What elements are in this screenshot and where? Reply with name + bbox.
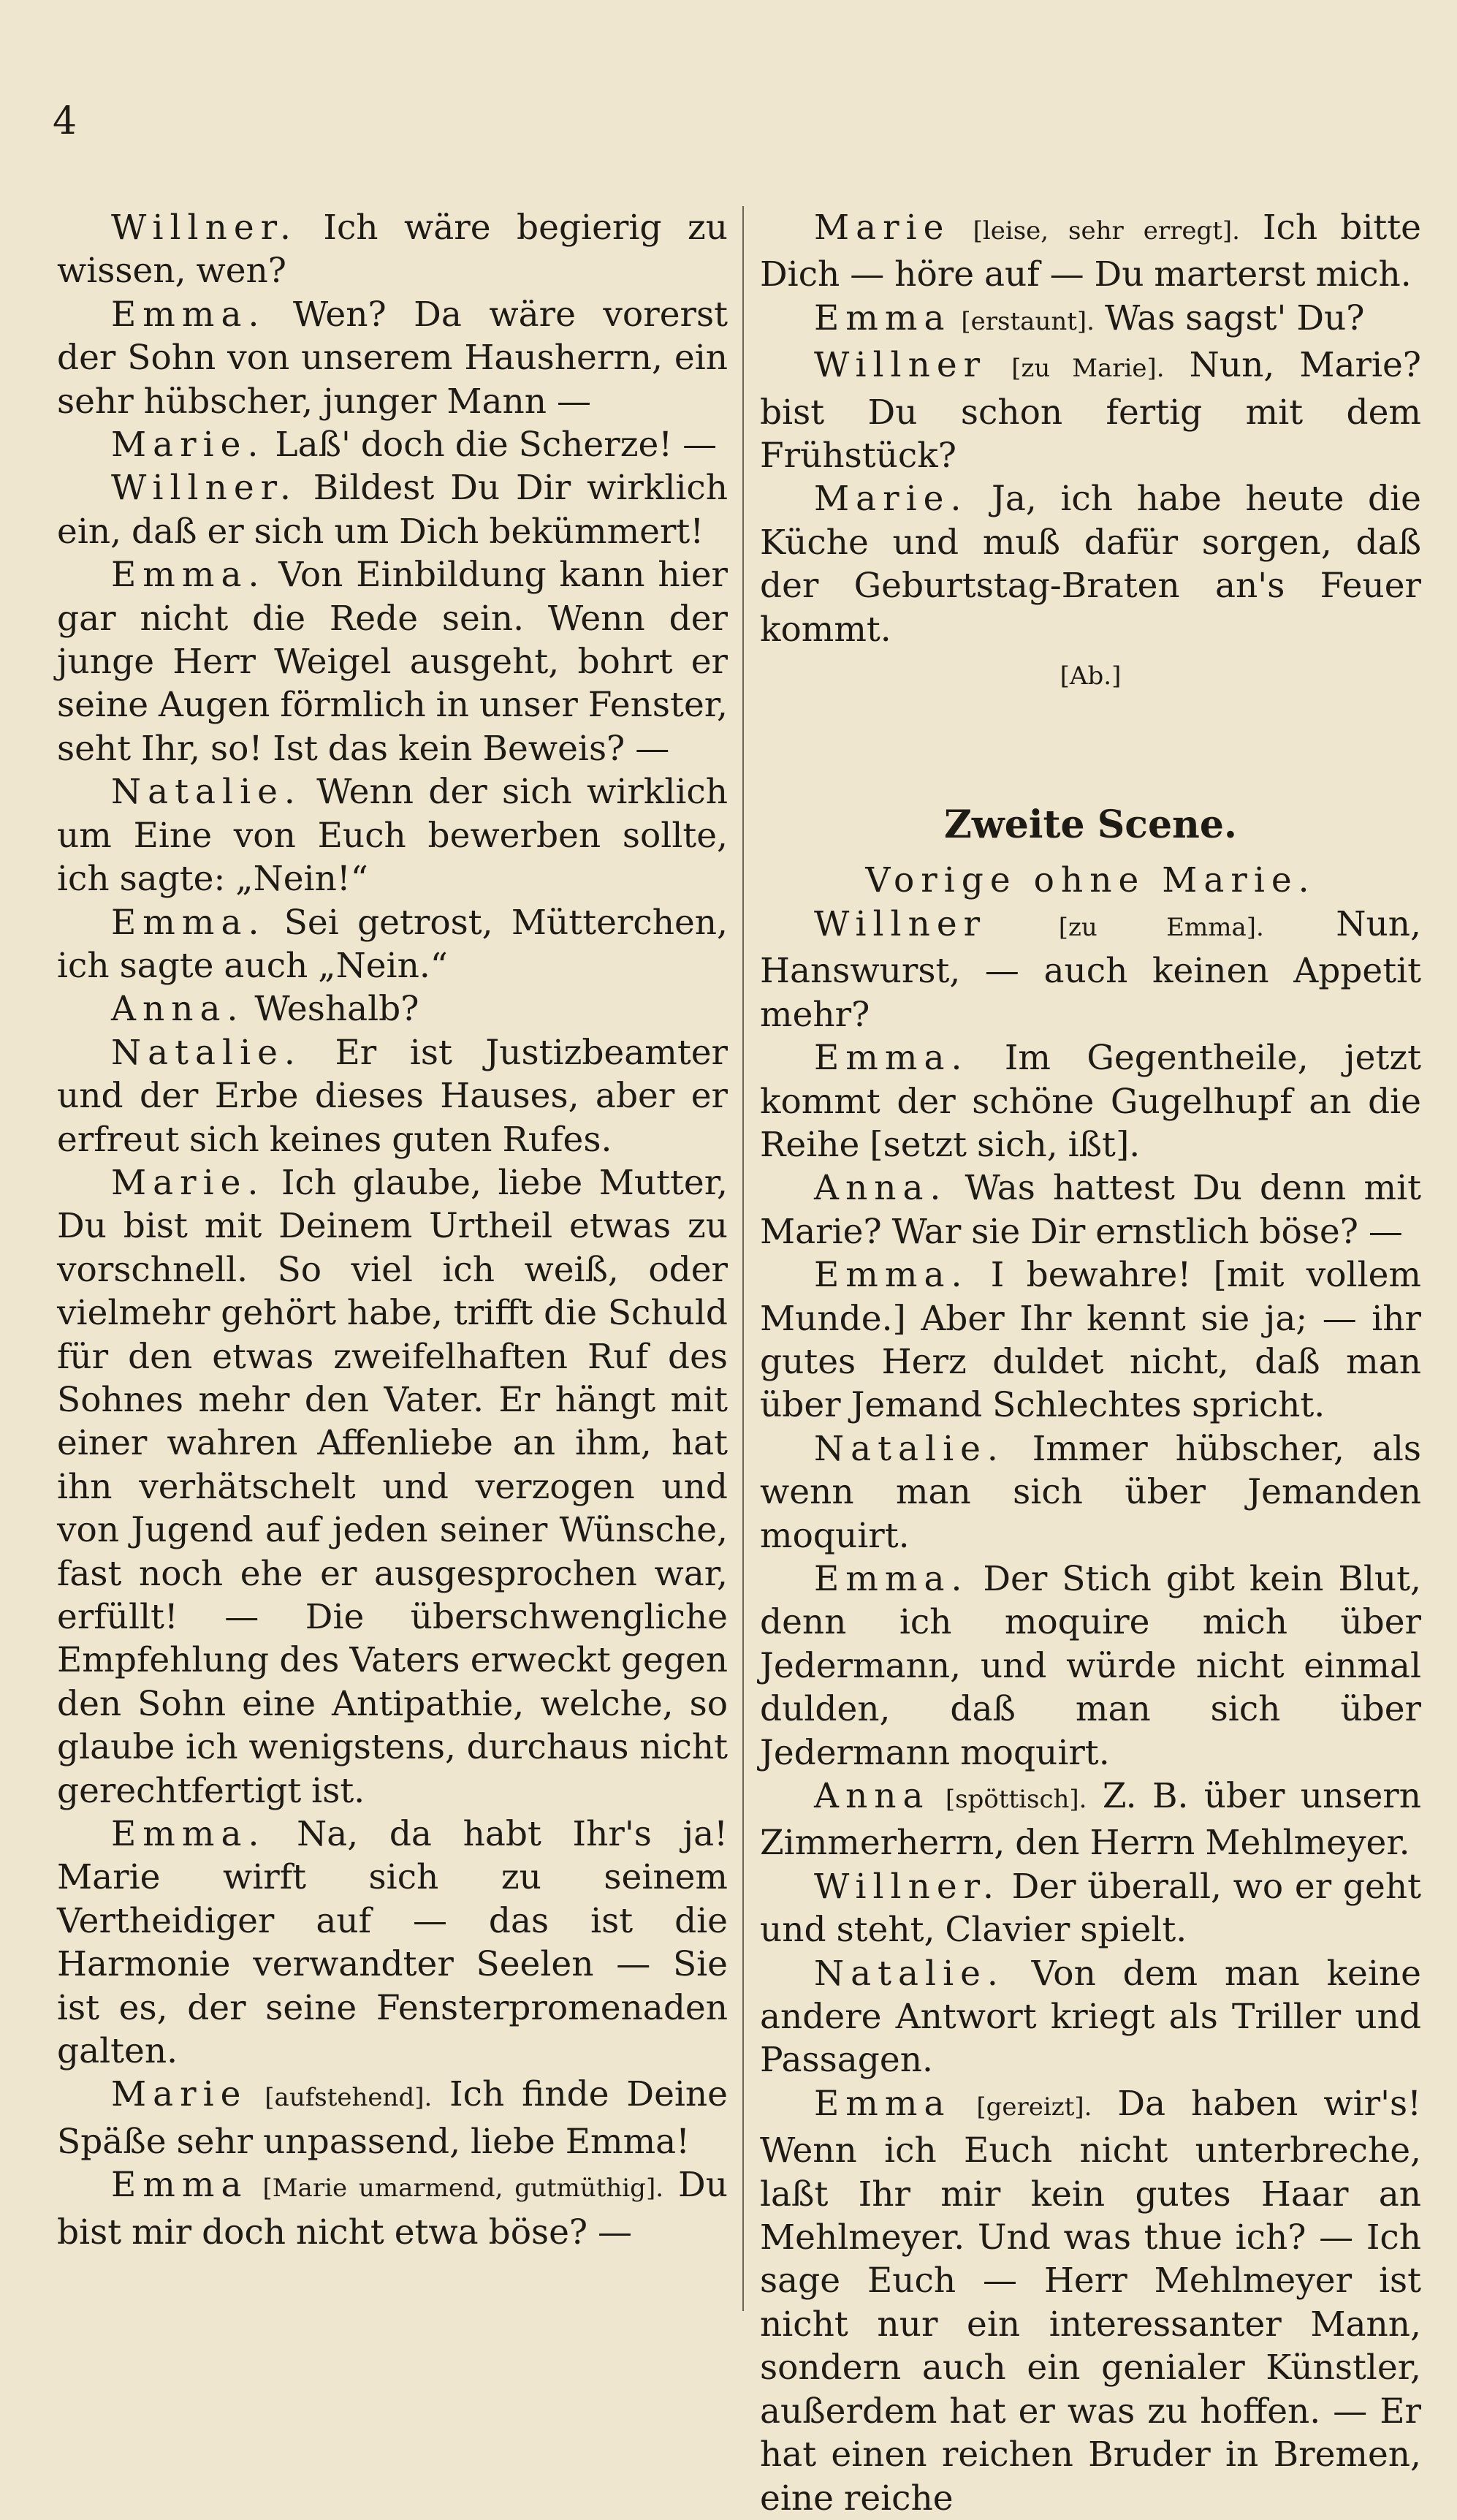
dialogue-line <box>760 1253 1421 1427</box>
stage-direction: [aufstehend]. <box>265 2083 433 2113</box>
speaker-name: Emma. <box>111 1814 266 1855</box>
line-text: Z. B. über unsern Zimmerherrn, den Herrn Mehlmeyer. <box>760 1776 1421 1864</box>
speaker-name: Willner. <box>111 468 297 509</box>
line-text: Was sagst' Du? <box>1104 297 1365 338</box>
speaker-name: Willner. <box>111 208 297 248</box>
line-text: Wen? Da wäre vorerst der Sohn von unserem Hausherrn, ein sehr hübscher, junger Mann — <box>57 294 728 422</box>
dialogue-line <box>760 206 1421 297</box>
dialogue-line <box>57 901 728 988</box>
dialogue-line <box>760 1036 1421 1166</box>
speaker-name: Emma <box>814 2083 951 2124</box>
line-text: Bildest Du Dir wirklich ein, daß er sich um Dich bekümmert! <box>57 468 728 552</box>
stage-direction: [spöttisch]. <box>945 1785 1087 1814</box>
line-text: Sei getrost, Mütterchen, ich sagte auch „Nein.“ <box>57 902 728 986</box>
exit-direction-text: [Ab.] <box>1060 661 1122 691</box>
speaker-name: Anna <box>814 1776 930 1816</box>
stage-direction: [leise, sehr erregt]. <box>973 216 1240 246</box>
speaker-name: Marie. <box>111 1162 265 1203</box>
dialogue-line <box>57 206 728 293</box>
line-text: Na, da habt Ihr's ja! Marie wirft sich zu seinem Vertheidiger auf — das ist die Harmonie verwandter Seelen — Sie ist es, der seine Fensterpromenaden galten. <box>57 1814 728 2072</box>
dialogue-line <box>57 987 728 1031</box>
speaker-name: Emma <box>111 2165 248 2206</box>
scene-title: Zweite Scene. <box>943 802 1238 848</box>
dialogue-line <box>57 2163 728 2254</box>
stage-direction: [erstaunt]. <box>961 306 1095 336</box>
stage-direction: [zu Marie]. <box>1011 354 1165 384</box>
dialogue-line <box>760 297 1421 344</box>
speaker-name: Anna. <box>111 989 245 1030</box>
line-text: Ich wäre begierig zu wissen, wen? <box>57 208 728 292</box>
dialogue-line <box>57 1813 728 2073</box>
speaker-name: Willner <box>814 345 987 386</box>
line-text: Laß' doch die Scherze! — <box>275 425 718 466</box>
line-text: Nun, Hanswurst, — auch keinen Appetit mehr? <box>760 903 1421 1035</box>
speaker-name: Natalie. <box>111 772 302 813</box>
left-column <box>57 206 728 2254</box>
speaker-name: Marie <box>111 2074 248 2115</box>
column-divider <box>742 206 744 2311</box>
speaker-name: Emma. <box>111 555 266 596</box>
line-text: Da haben wir's! Wenn ich Euch nicht unterbreche, laßt Ihr mir kein gutes Haar an Mehlmeyer. Und was thue ich? — Ich sage Euch — Herr Mehlmeyer ist nicht nur ein interessanter Mann, sondern auch ein genialer Künstler, außerdem hat er was zu hoffen. — Er hat einen reichen Bruder in Bremen, eine reiche <box>760 2083 1421 2519</box>
dialogue-line <box>760 344 1421 477</box>
speaker-name: Marie. <box>111 425 265 466</box>
speaker-name: Emma. <box>814 1255 969 1296</box>
dialogue-line <box>57 770 728 900</box>
line-text: Immer hübscher, als wenn man sich über Jemanden moquirt. <box>760 1428 1421 1556</box>
line-text: Der überall, wo er geht und steht, Clavier spielt. <box>760 1866 1421 1951</box>
stage-direction: [zu Emma]. <box>1058 912 1264 942</box>
dialogue-line <box>57 1161 728 1813</box>
line-text: Weshalb? <box>254 989 419 1030</box>
scene-cast: Vorige ohne Marie. <box>865 860 1316 901</box>
page-number: 4 <box>53 99 77 143</box>
speaker-name: Marie. <box>814 479 968 520</box>
dialogue-line <box>57 293 728 423</box>
dialogue-line <box>760 477 1421 651</box>
dialogue-line <box>57 2073 728 2163</box>
dialogue-line <box>760 903 1421 1036</box>
speaker-name: Natalie. <box>111 1032 302 1073</box>
dialogue-line <box>57 553 728 770</box>
speaker-name: Emma. <box>814 1558 969 1599</box>
line-text: I bewahre! [mit vollem Munde.] Aber Ihr kennt sie ja; — ihr gutes Herz duldet nicht, daß man über Jemand Schlechtes spricht. <box>760 1255 1421 1426</box>
line-text: Er ist Justizbeamter und der Erbe dieses Hauses, aber er erfreut sich keines guten Rufes. <box>57 1032 728 1160</box>
dialogue-line <box>57 1031 728 1161</box>
stage-direction: [gereizt]. <box>976 2092 1092 2122</box>
dialogue-line <box>760 2082 1421 2520</box>
speaker-name: Natalie. <box>814 1428 1005 1469</box>
speaker-name: Anna. <box>814 1168 948 1209</box>
speaker-name: Marie <box>814 208 951 248</box>
dialogue-line <box>760 1775 1421 1865</box>
line-text: Nun, Marie? bist Du schon fertig mit dem Frühstück? <box>760 345 1421 477</box>
speaker-name: Natalie. <box>814 1953 1005 1994</box>
line-text: Wenn der sich wirklich um Eine von Euch bewerben sollte, ich sagte: „Nein!“ <box>57 772 728 900</box>
line-text: Von Einbildung kann hier gar nicht die Rede sein. Wenn der junge Herr Weigel ausgeht, bohrt er seine Augen förmlich in unser Fenster, seht Ihr, so! Ist das kein Beweis? — <box>57 555 728 769</box>
line-text: Von dem man keine andere Antwort kriegt als Triller und Passagen. <box>760 1953 1421 2081</box>
line-text: Ich glaube, liebe Mutter, Du bist mit Deinem Urtheil etwas zu vorschnell. So viel ich weiß, oder vielmehr gehört habe, trifft die Schuld für den etwas zweifelhaften Ruf des Sohnes mehr den Vater. Er hängt mit einer wahren Affenliebe an ihm, hat ihn verhätschelt und verzogen und von Jugend auf jeden seiner Wünsche, fast noch ehe er ausgesprochen war, erfüllt! — Die überschwengliche Empfehlung des Vaters erweckt gegen den Sohn eine Antipathie, welche, so glaube ich wenigstens, durchaus nicht gerechtfertigt ist. <box>57 1162 728 1811</box>
line-text: Du bist mir doch nicht etwa böse? — <box>57 2165 728 2253</box>
speaker-name: Emma. <box>111 902 266 943</box>
line-text: Ich finde Deine Späße sehr unpassend, liebe Emma! <box>57 2074 728 2162</box>
line-text: Der Stich gibt kein Blut, denn ich moquire mich über Jedermann, und würde nicht einmal dulden, daß man sich über Jedermann moquirt. <box>760 1558 1421 1773</box>
line-text: Ich bitte Dich — höre auf — Du marterst mich. <box>760 208 1421 295</box>
dialogue-line <box>760 1427 1421 1557</box>
dialogue-line <box>760 1952 1421 2082</box>
stage-direction: [Marie umarmend, gutmüthig]. <box>262 2174 664 2204</box>
speaker-name: Emma <box>814 297 951 338</box>
line-text: Im Gegentheile, jetzt kommt der schöne Gugelhupf an die Reihe [setzt sich, ißt]. <box>760 1038 1421 1165</box>
line-text: Ja, ich habe heute die Küche und muß dafür sorgen, daß der Geburtstag-Braten an's Feuer kommt. <box>760 479 1421 650</box>
right-column <box>760 206 1421 2520</box>
speaker-name: Emma. <box>814 1038 969 1079</box>
dialogue-line <box>760 1865 1421 1952</box>
line-text: Was hattest Du denn mit Marie? War sie Dir ernstlich böse? — <box>760 1168 1421 1252</box>
dialogue-line <box>57 466 728 553</box>
dialogue-line <box>760 1557 1421 1775</box>
speaker-name: Emma. <box>111 294 266 335</box>
speaker-name: Willner. <box>814 1866 1000 1907</box>
exit-direction <box>760 651 1421 698</box>
dialogue-line <box>57 423 728 466</box>
speaker-name: Willner <box>814 903 987 944</box>
dialogue-line <box>760 1166 1421 1253</box>
